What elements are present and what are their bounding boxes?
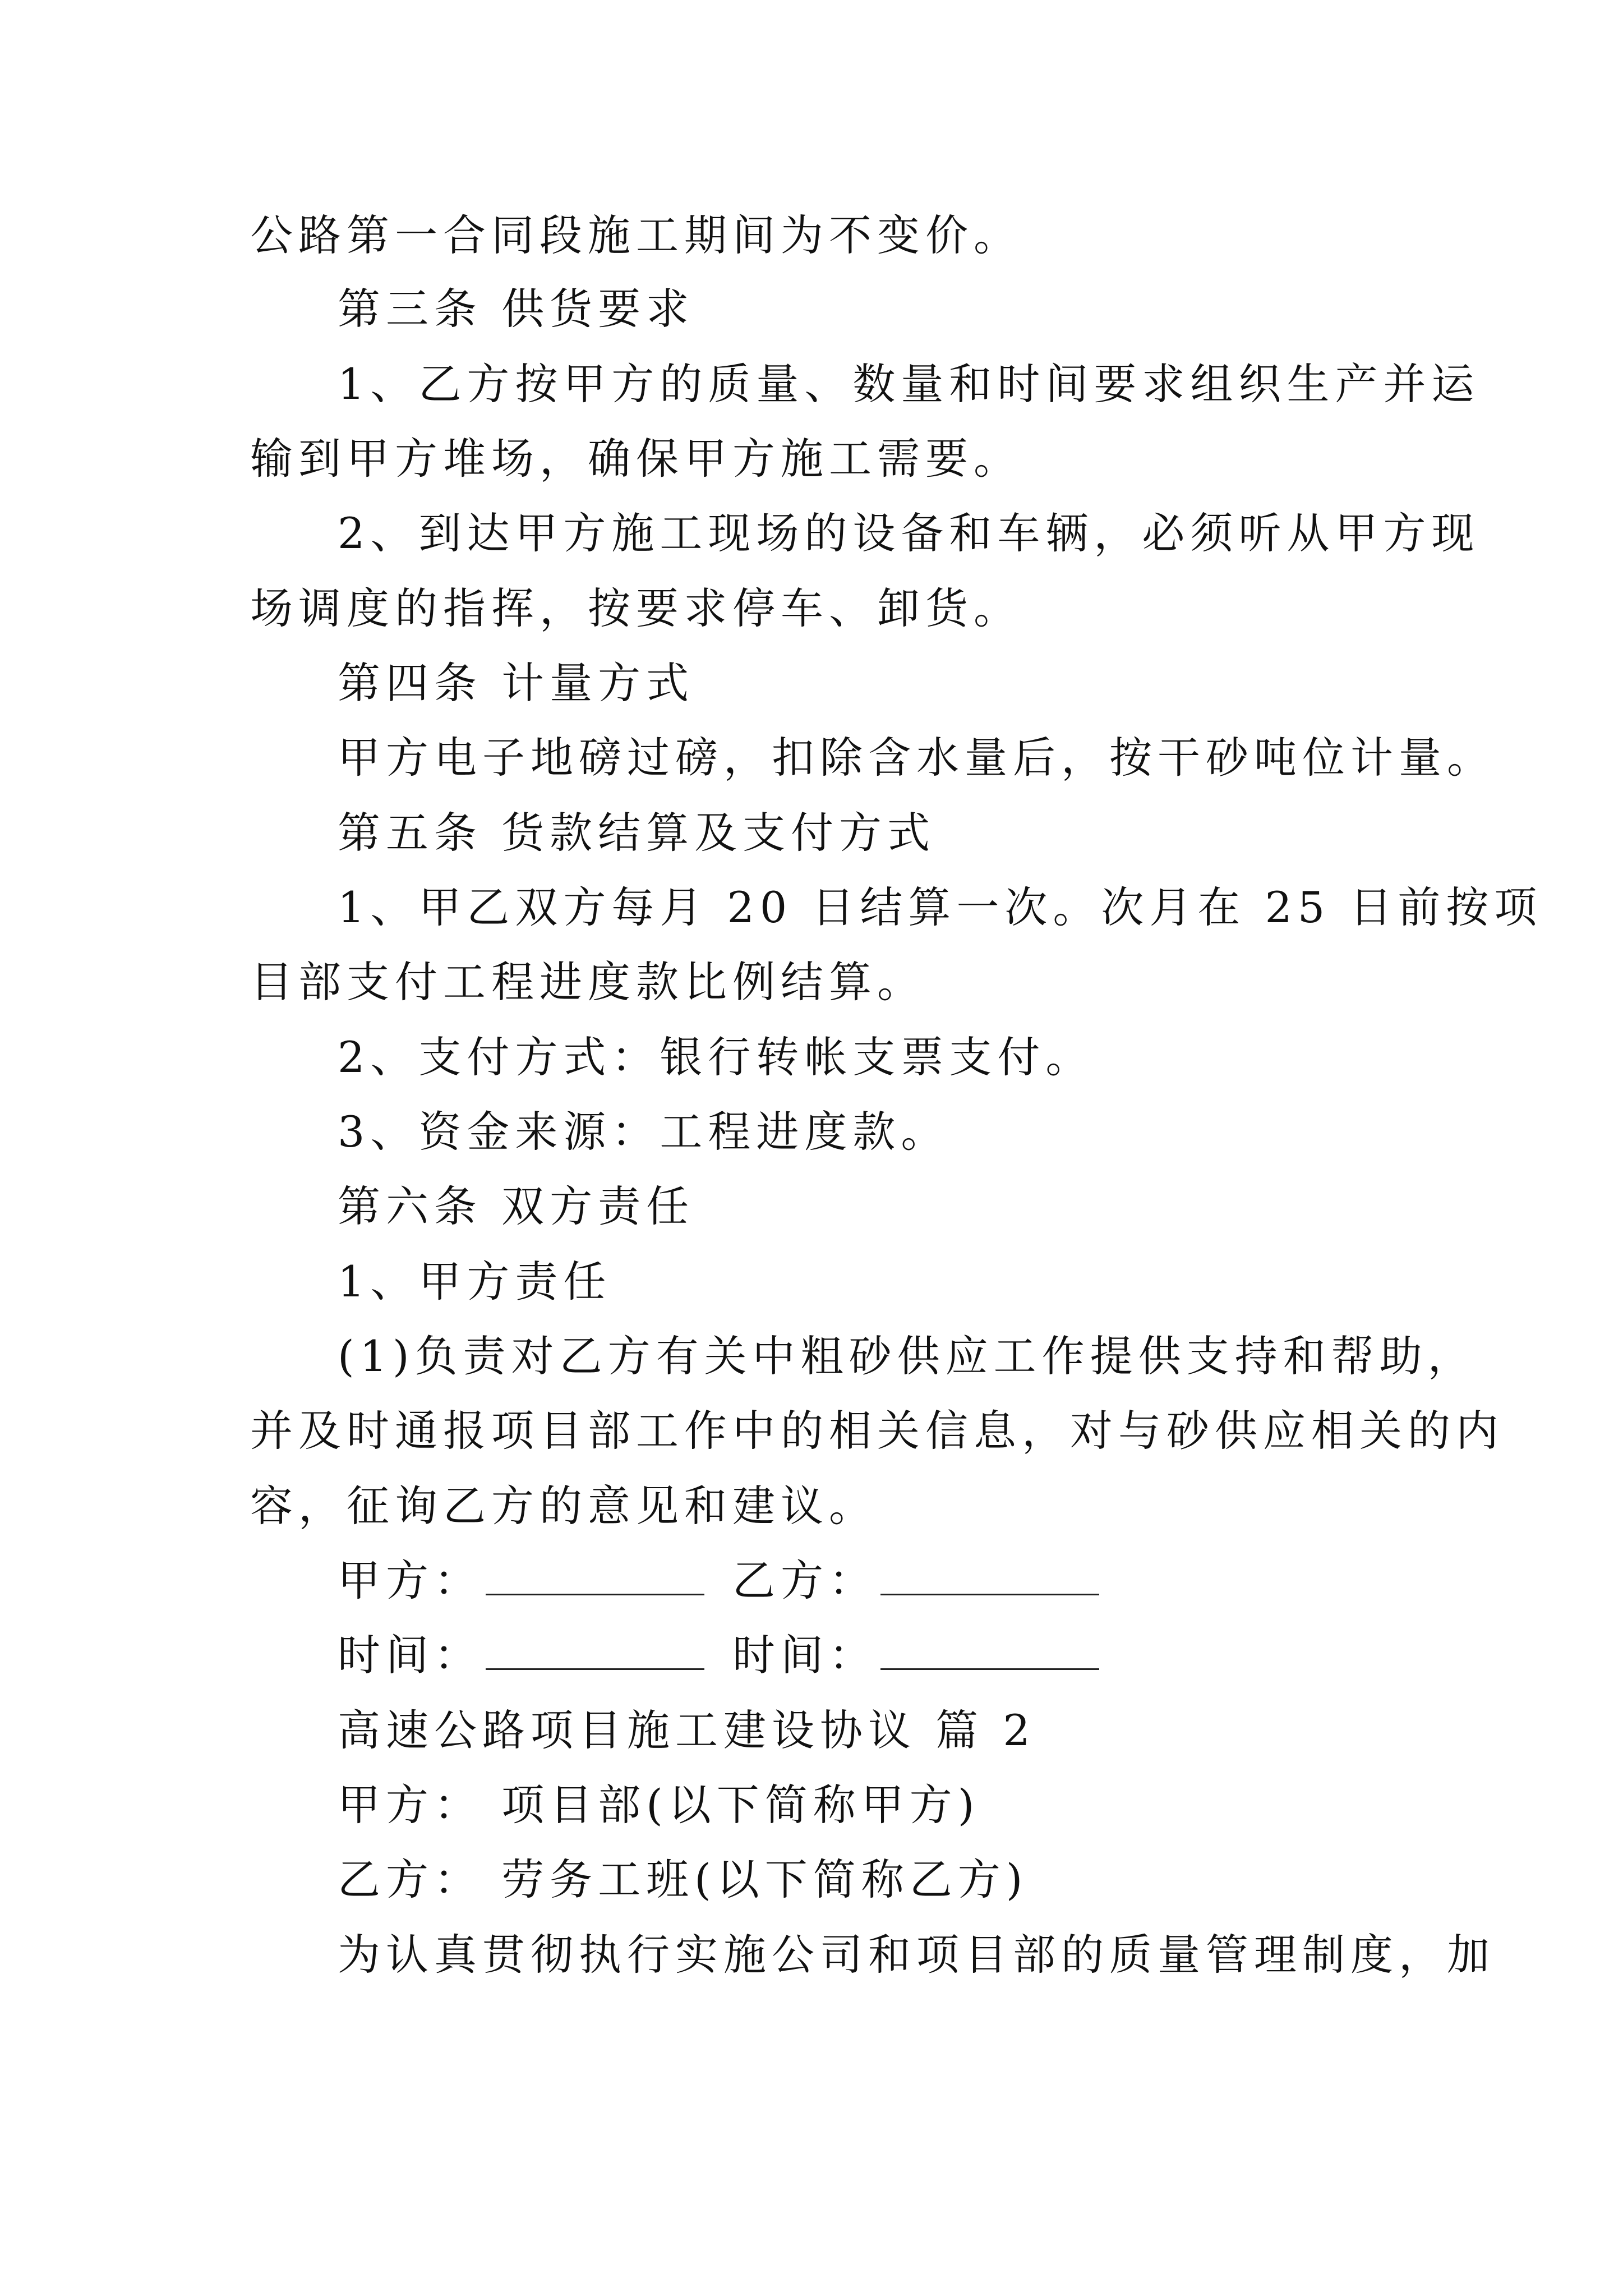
paragraph-line: 场调度的指挥，按要求停车、卸货。 [250, 583, 1022, 633]
party-b-line: 乙方： 劳务工班(以下简称乙方) [338, 1855, 1029, 1904]
signature-row-parties [338, 1553, 1127, 1609]
article-heading: 第五条 货款结算及支付方式 [338, 808, 936, 858]
time-b-blank[interactable] [880, 1635, 1099, 1670]
time-a-label: 时间： [338, 1630, 482, 1680]
paragraph-line: 2、支付方式：银行转帐支票支付。 [338, 1032, 1094, 1082]
paragraph-line: 甲方电子地磅过磅，扣除含水量后，按干砂吨位计量。 [338, 733, 1495, 783]
paragraph-line: 1、甲方责任 [338, 1257, 612, 1306]
party-a-signature-blank[interactable] [486, 1560, 704, 1595]
paragraph-line: 输到甲方堆场，确保甲方施工需要。 [250, 434, 1022, 484]
article-heading: 第四条 计量方式 [338, 658, 695, 708]
time-b-label: 时间： [732, 1630, 877, 1680]
paragraph-line: 并及时通报项目部工作中的相关信息，对与砂供应相关的内 [250, 1406, 1504, 1456]
paragraph-line: 公路第一合同段施工期间为不变价。 [250, 210, 1022, 260]
party-a-line: 甲方： 项目部(以下简称甲方) [338, 1780, 980, 1830]
time-a-blank[interactable] [486, 1635, 704, 1670]
article-heading: 第六条 双方责任 [338, 1181, 695, 1231]
signature-row-dates [338, 1627, 1127, 1683]
paragraph-line: 为认真贯彻执行实施公司和项目部的质量管理制度，加 [338, 1930, 1495, 1980]
party-b-label: 乙方： [732, 1556, 877, 1605]
section-title: 高速公路项目施工建设协议 篇 2 [338, 1705, 1036, 1755]
paragraph-line: 容，征询乙方的意见和建议。 [250, 1481, 877, 1531]
paragraph-line: 目部支付工程进度款比例结算。 [250, 957, 925, 1007]
paragraph-line: 1、甲乙双方每月 20 日结算一次。次月在 25 日前按项 [338, 882, 1543, 932]
party-b-signature-blank[interactable] [880, 1560, 1099, 1595]
paragraph-line: (1)负责对乙方有关中粗砂供应工作提供支持和帮助， [338, 1331, 1476, 1381]
party-a-label: 甲方： [338, 1556, 482, 1605]
paragraph-line: 3、资金来源：工程进度款。 [338, 1107, 949, 1157]
paragraph-line: 1、乙方按甲方的质量、数量和时间要求组织生产并运 [338, 359, 1480, 409]
article-heading: 第三条 供货要求 [338, 284, 695, 334]
paragraph-line: 2、到达甲方施工现场的设备和车辆，必须听从甲方现 [338, 508, 1480, 558]
